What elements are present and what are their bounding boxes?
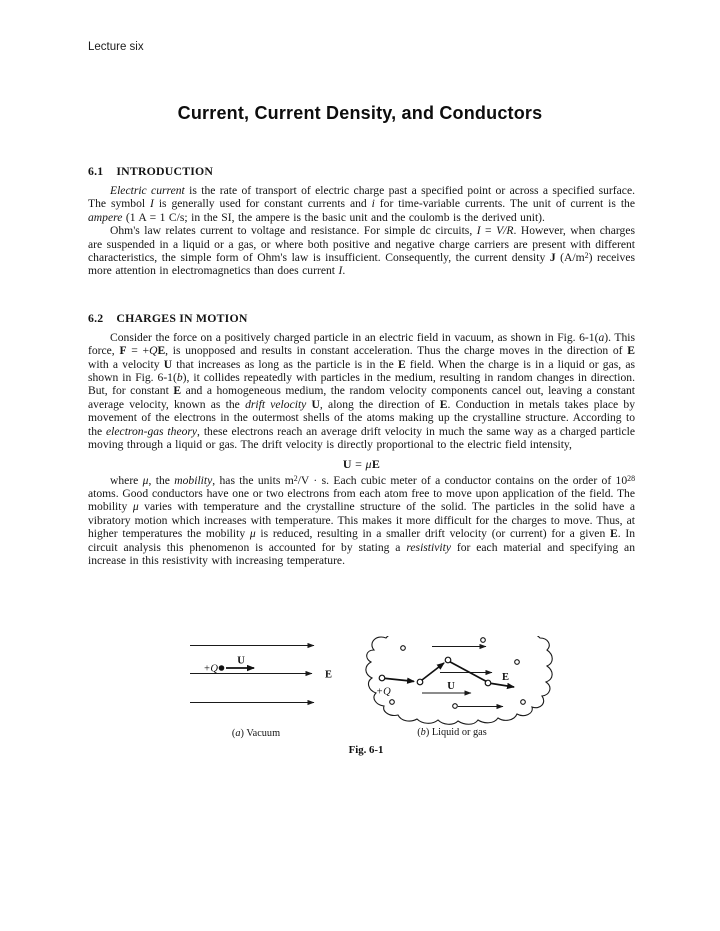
path-node [445,657,451,663]
section-title: INTRODUCTION [116,164,214,178]
collision-path-1 [385,678,414,681]
medium-particle [521,700,526,705]
medium-particle [481,638,486,643]
section-title: CHARGES IN MOTION [116,310,248,325]
path-node [417,679,423,685]
velocity-label: U [447,681,455,692]
charge-label: +Q [376,686,391,698]
medium-particle [401,646,406,651]
field-label: E [325,669,333,681]
paragraph-intro-2: Ohm's law relates current to voltage and resistance. For simple dc circuits, I = V/R. However, when charges are suspended in a liquid or a gas, or where both positive and negative charge carriers are present with different characteristics, the simple form of Ohm's law is insufficient. Consequently, the current density J $(A/m^2)$ receives more attention in electromagnetics than does current I. [88,224,635,278]
page-title: Current, Current Density, and Conductors [177,103,543,123]
collision-path-4 [491,683,514,687]
velocity-label: U [237,655,245,667]
medium-particle [515,660,520,665]
document-body [88,160,635,567]
paragraph-intro-1: Electric current is the rate of transport of electric charge past a specified point or across a specified surface. The symbol I is generally used for constant currents and i for time-variable currents. The unit of current is the ampere (1 A = 1 C/s; in the SI, the ampere is the basic unit and the coulomb is the derived unit). [88,184,635,224]
drift-velocity-equation: U = μE [342,456,381,471]
section-number: 6.1 [88,164,104,178]
figure-a-caption: (a) Vacuum [231,728,281,739]
paragraph-charges-1: Consider the force on a positively charged particle in an electric field in vacuum, as shown in Fig. 6-1(a). This force, F = +QE, is unopposed and results in constant acceleration. Thus the charge moves in the direction of E with a velocity U that increases as long as the particle is in the E field. When the charge is in a liquid or gas, as shown in Fig. 6-1(b), it collides repeatedly with particles in the medium, resulting in random changes in direction. But, for constant E and a homogeneous medium, the random velocity components cancel out, leaving a constant average velocity, known as the drift velocity U, along the direction of E. Conduction in metals takes place by movement of the electrons in the outermost shells of the atoms making up the crystalline structure. According to the electron-gas theory, these electrons reach an average drift velocity in much the same way as a charged particle moving through a liquid or gas. The drift velocity is directly proportional to the electric field intensity, [88,330,636,452]
path-node [485,680,491,686]
charge-dot [219,665,225,671]
section-heading-6-2 [88,311,635,326]
field-label: E [502,672,510,683]
medium-particle [390,700,395,705]
collision-path-3 [450,662,486,681]
path-node [379,675,385,681]
figure-label: Fig. 6-1 [348,744,384,756]
collision-path-2 [422,663,444,680]
section-number: 6.2 [88,310,104,325]
figure-a-vacuum [190,646,332,703]
charge-label: +Q [203,663,218,675]
medium-particle [453,704,458,709]
figure-b-caption: (b) Liquid or gas [417,727,487,738]
header-note: Lecture six [88,41,144,53]
figure-b-liquid-gas [366,636,552,724]
paragraph-charges-2: where μ, the mobility, has the units $m^2/V \cdot s$. Each cubic meter of a conductor contains on the order of $10^{28}$ atoms. Good conductors have one or two electrons from each atom free to move upon application of the field. The mobility μ varies with temperature and the crystalline structure of the solid. The particles in the solid have a vibratory motion which increases with temperature. This makes it more difficult for the charges to move. Thus, at higher temperatures the mobility μ is reduced, resulting in a smaller drift velocity (or current) for a given E. In circuit analysis this phenomenon is accounted for by stating a resistivity for each material and specifying an increase in this resistivity with increasing temperature. [88,473,636,567]
section-heading-6-1 [88,164,635,179]
